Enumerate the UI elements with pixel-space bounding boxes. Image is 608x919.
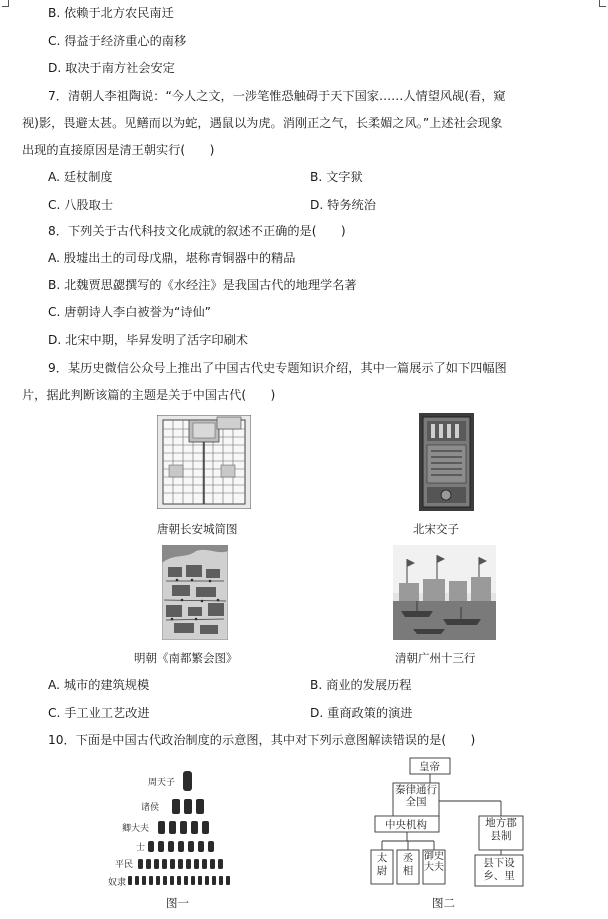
- level-ministers: 卿大夫: [122, 824, 150, 834]
- q9-option-d: D. 重商政策的演进: [310, 706, 413, 720]
- level-scholars: 士: [136, 843, 146, 853]
- jiaozi-image: [419, 413, 474, 511]
- changan-map-image: [157, 415, 251, 509]
- caption-thirteen-factories: 清朝广州十三行: [395, 651, 476, 665]
- node-central-organs: 中央机构: [385, 819, 427, 831]
- caption-nandu-painting: 明朝《南都繁会图》: [134, 651, 238, 665]
- caption-changan-map: 唐朝长安城简图: [157, 522, 238, 536]
- thirteen-factories-image: [393, 545, 496, 640]
- q9-option-c: C. 手工业工艺改进: [48, 706, 150, 720]
- level-lords: 诸侯: [141, 803, 160, 813]
- q6-option-c: C. 得益于经济重心的南移: [48, 34, 187, 48]
- node-commandery-county: 地方郡县制: [485, 817, 517, 842]
- q7-stem-line-3: 出现的直接原因是清王朝实行( ): [22, 143, 215, 157]
- page-corner-right: [599, 0, 606, 7]
- node-qin-law: 秦律通行全国: [395, 784, 437, 808]
- q8-stem: 8．下列关于古代科技文化成就的叙述不正确的是( ): [48, 224, 346, 238]
- q7-stem-line-2: 视)影，畏避太甚。见鳝而以为蛇，遇鼠以为虎。消刚正之气，长柔媚之风。”上述社会现象: [22, 116, 503, 130]
- q8-option-d: D. 北宋中期，毕昇发明了活字印刷术: [48, 333, 248, 347]
- q6-option-b: B. 依赖于北方农民南迁: [48, 6, 174, 20]
- q8-option-a: A. 殷墟出土的司母戊鼎，堪称青铜器中的精品: [48, 251, 296, 265]
- q8-option-c: C. 唐朝诗人李白被誉为“诗仙”: [48, 305, 211, 319]
- caption-jiaozi: 北宋交子: [413, 522, 459, 536]
- feudal-pyramid-figure: [108, 765, 243, 892]
- q7-option-b: B. 文字狱: [310, 170, 363, 184]
- nandu-painting-image: [162, 545, 228, 640]
- page-corner-left: [2, 0, 9, 7]
- q8-option-b: B. 北魏贾思勰撰写的《水经注》是我国古代的地理学名著: [48, 278, 357, 292]
- qin-system-diagram: [365, 755, 530, 890]
- node-emperor: 皇帝: [419, 761, 440, 773]
- level-slaves: 奴隶: [108, 878, 127, 888]
- q9-stem-line-1: 9．某历史微信公众号上推出了中国古代史专题知识介绍，其中一篇展示了如下四幅图: [48, 361, 507, 375]
- level-king: 周天子: [148, 778, 176, 788]
- q9-option-a: A. 城市的建筑规模: [48, 678, 150, 692]
- node-censor: 御史大夫: [424, 851, 444, 873]
- q9-option-b: B. 商业的发展历程: [310, 678, 412, 692]
- node-township-village: 县下设乡、里: [483, 857, 515, 882]
- q7-option-d: D. 特务统治: [310, 198, 376, 212]
- figure-1-caption: 图一: [166, 896, 189, 910]
- q7-stem-line-1: 7．清朝人李祖陶说：“今人之文，一涉笔惟恐触碍于天下国家……人情望风觇(看，窥: [48, 89, 506, 103]
- level-commoners: 平民: [115, 860, 134, 870]
- node-chancellor: 丞相: [402, 852, 414, 877]
- q10-stem: 10．下面是中国古代政治制度的示意图，其中对下列示意图解读错误的是( ): [48, 733, 476, 747]
- node-taiwei: 太尉: [376, 852, 388, 877]
- q9-stem-line-2: 片，据此判断该篇的主题是关于中国古代( ): [22, 388, 276, 402]
- q7-option-c: C. 八股取士: [48, 198, 114, 212]
- q7-option-a: A. 廷杖制度: [48, 170, 113, 184]
- q6-option-d: D. 取决于南方社会安定: [48, 61, 175, 75]
- figure-2-caption: 图二: [432, 896, 455, 910]
